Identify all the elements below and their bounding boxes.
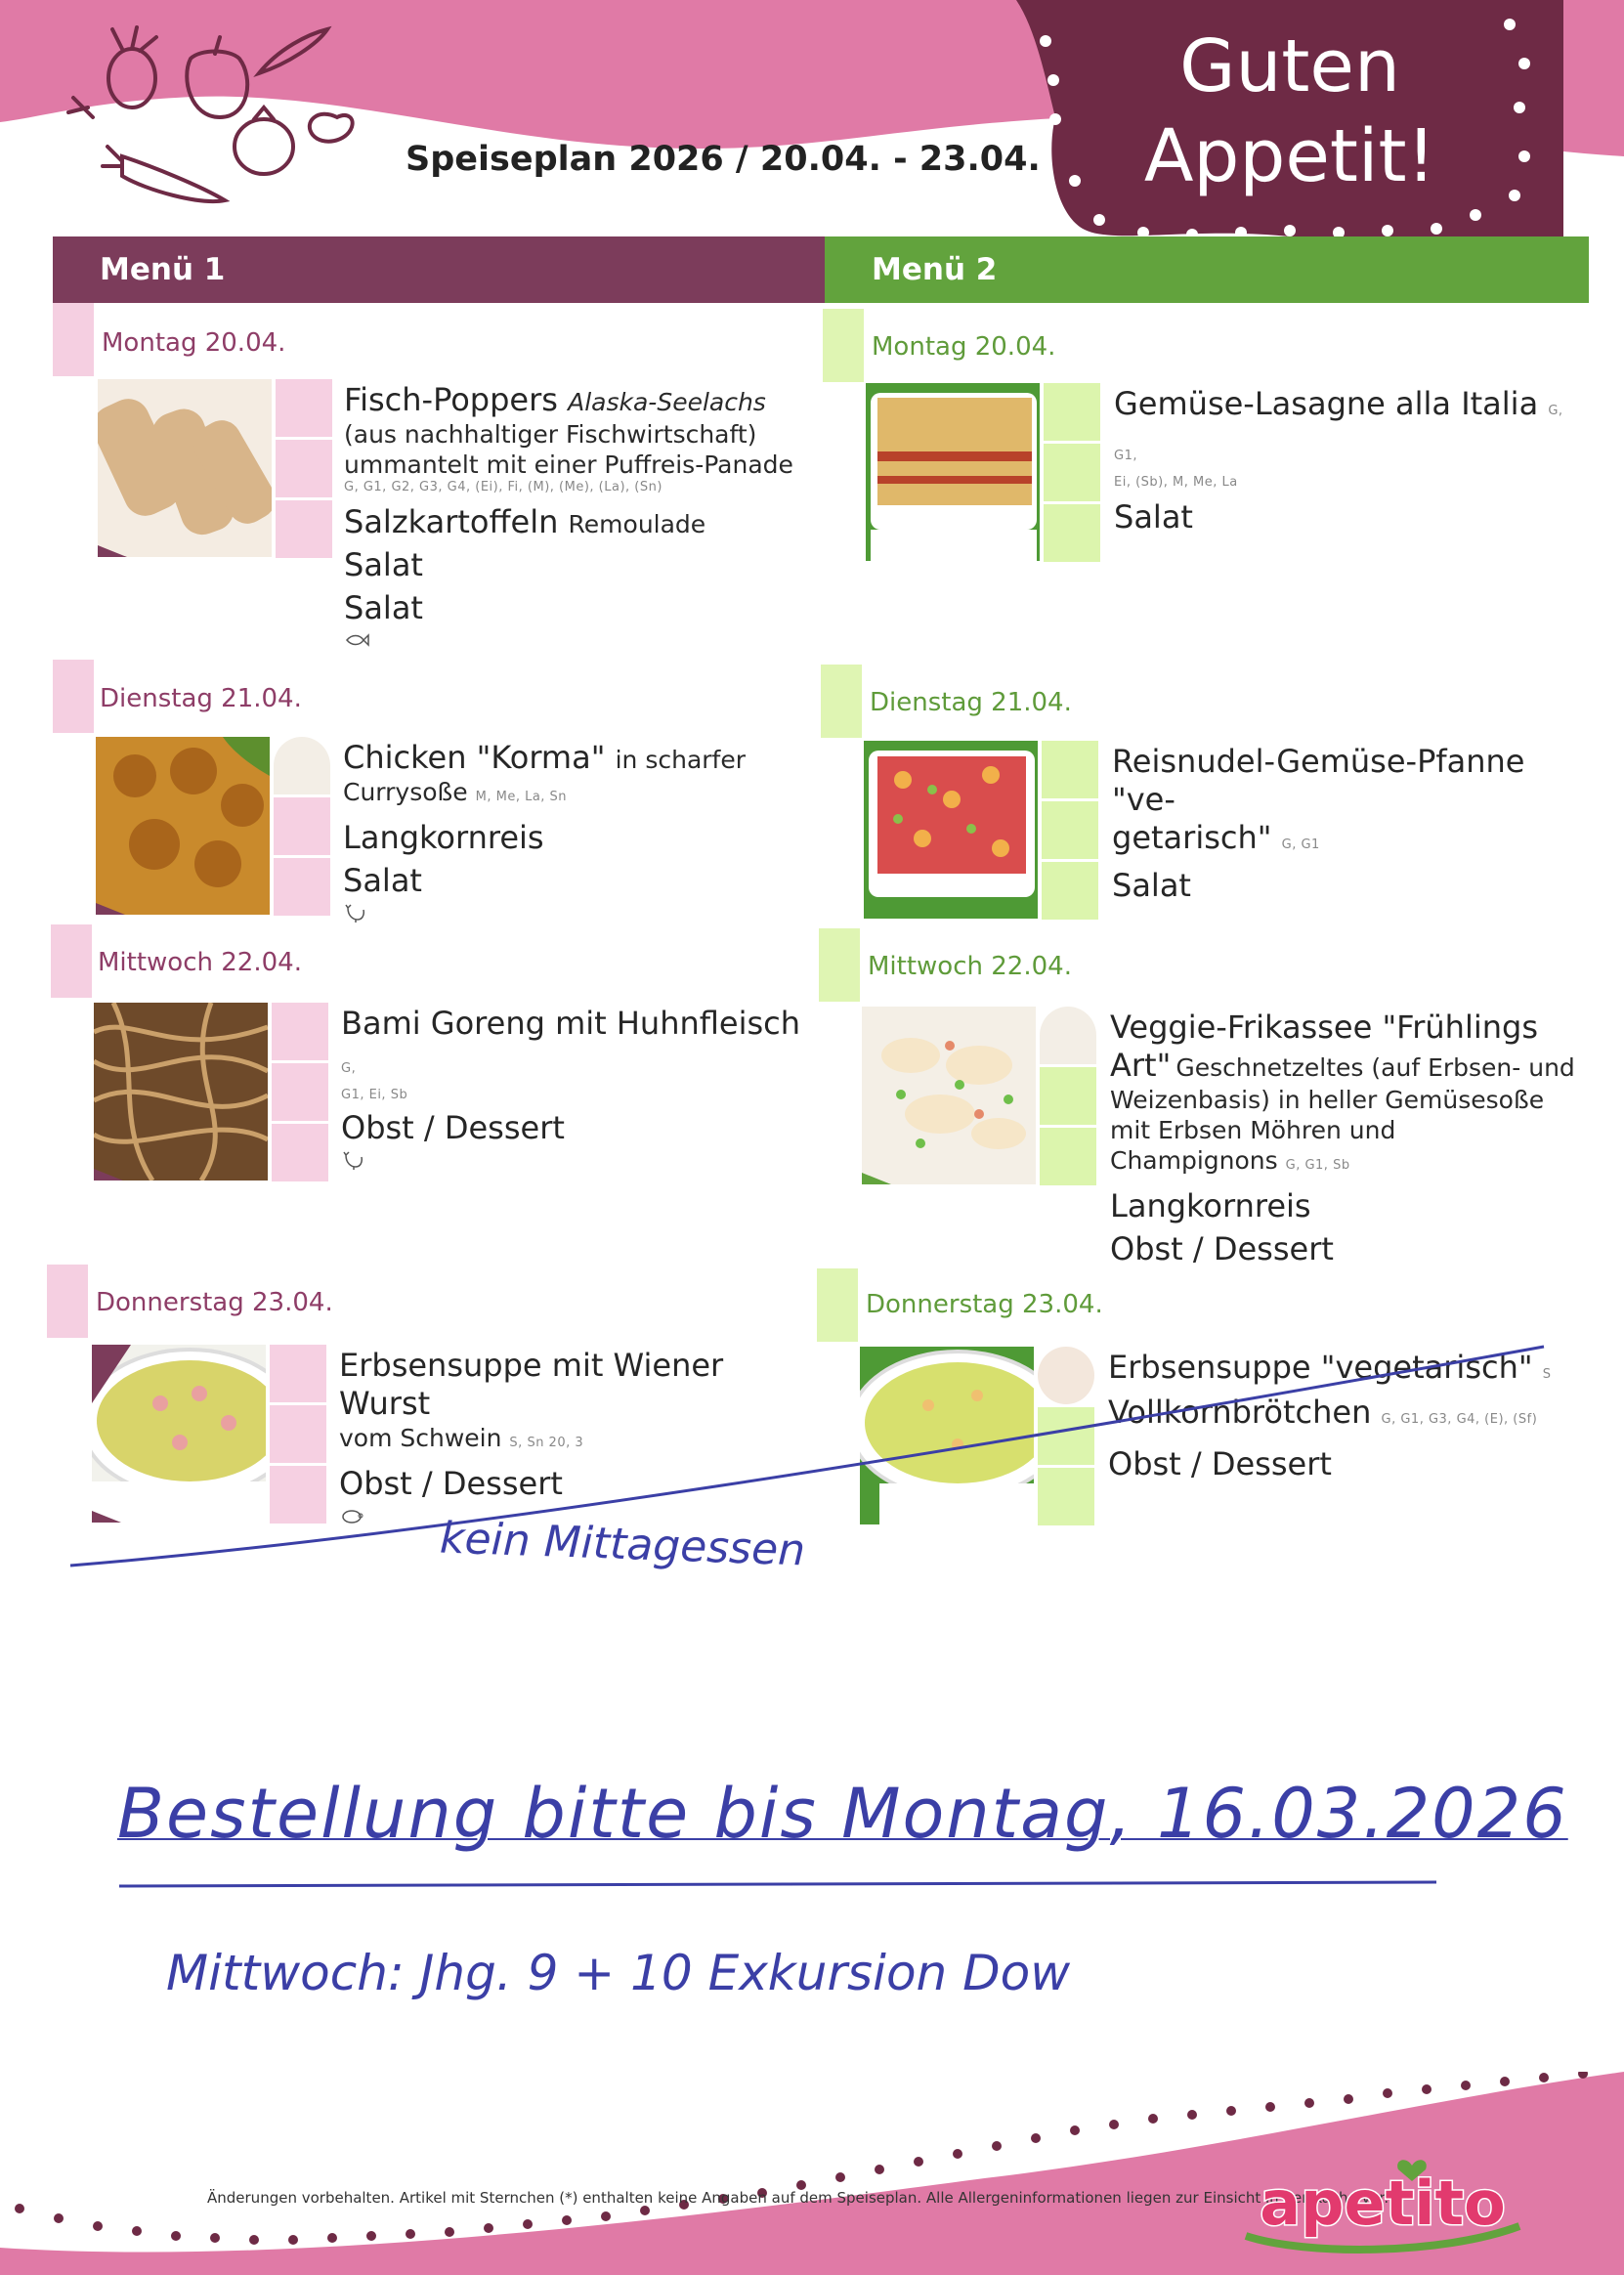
day-label: Dienstag 21.04.	[870, 688, 1072, 717]
extra-item: Salat	[1114, 498, 1193, 536]
dish-name: Reisnudel-Gemüse-Pfanne "ve-	[1112, 743, 1525, 818]
extra-item: Obst / Dessert	[1108, 1445, 1332, 1482]
dish-description: (aus nachhaltiger Fischwirtschaft)	[344, 420, 757, 449]
double-underline	[117, 1876, 1446, 1896]
fish-icon	[344, 629, 369, 651]
dish-name: Gemüse-Lasagne alla Italia	[1114, 385, 1539, 422]
side-name: Vollkornbrötchen	[1108, 1394, 1372, 1431]
side-sauce: Remoulade	[568, 510, 706, 538]
decor-strip	[272, 1003, 328, 1184]
page-title: Speiseplan 2026 / 20.04. - 23.04.	[406, 140, 1041, 179]
extra-item: Obst / Dessert	[341, 1109, 565, 1146]
dish-subtitle: in scharfer	[615, 746, 747, 774]
dish-name: Veggie-Frikassee "Frühlings	[1110, 1009, 1538, 1046]
extra-item: Obst / Dessert	[339, 1465, 563, 1502]
order-deadline-note: Bestellung bitte bis Montag, 16.03.2026	[117, 1774, 1568, 1854]
dish-name-continued: Art"	[1110, 1047, 1172, 1084]
dish-subtitle: Alaska-Seelachs	[568, 388, 766, 416]
logo-text: apetito	[1260, 2168, 1506, 2239]
menu2-header: Menü 2	[825, 236, 1589, 303]
menu1-wednesday-dish	[341, 1005, 810, 1175]
allergens: G, G1	[1281, 837, 1320, 852]
menu2-tuesday-dish	[1112, 743, 1581, 907]
day-marker	[817, 1268, 858, 1342]
day-marker	[821, 665, 862, 738]
extra-item: Salat	[343, 862, 422, 899]
chicken-icon	[341, 1149, 366, 1171]
dish-name: Chicken "Korma"	[343, 739, 606, 776]
allergens: S	[1542, 1367, 1552, 1382]
decor-strip	[1040, 1007, 1096, 1188]
badge-line-1: Guten	[1179, 24, 1400, 108]
menu2-wednesday-dish	[1110, 1009, 1589, 1270]
allergens: G, G1, G2, G3, G4, (Ei), Fi, (M), (Me), (La), (Sn)	[344, 480, 662, 494]
dish-description: Weizenbasis) in heller Gemüsesoße	[1110, 1086, 1545, 1114]
dish-name: Fisch-Poppers	[344, 381, 558, 418]
dish-description: Champignons	[1110, 1146, 1278, 1175]
day-label: Montag 20.04.	[102, 328, 286, 358]
dish-name-continued: getarisch"	[1112, 819, 1272, 856]
menu2-monday-dish	[1114, 385, 1583, 538]
allergens: Ei, (Sb), M, Me, La	[1114, 475, 1238, 490]
wednesday-note: Mittwoch: Jhg. 9 + 10 Exkursion Dow	[166, 1945, 1071, 2001]
dish-photo	[98, 379, 272, 557]
dish-photo	[862, 1007, 1036, 1184]
extra-item: Salat	[344, 546, 423, 583]
allergens: G, G1, Sb	[1285, 1158, 1350, 1173]
badge-line-2: Appetit!	[1143, 114, 1436, 198]
extra-item: Langkornreis	[1110, 1187, 1311, 1224]
cancel-note: kein Mittagessen	[439, 1513, 806, 1576]
day-label: Donnerstag 23.04.	[96, 1288, 333, 1317]
strike-through-line	[59, 1339, 1573, 1593]
day-marker	[47, 1265, 88, 1338]
day-marker	[51, 924, 92, 998]
dish-name: Erbsensuppe mit Wiener Wurst	[339, 1347, 724, 1422]
apetito-logo	[1226, 2148, 1539, 2255]
decor-strip	[274, 737, 330, 919]
badge-text	[1094, 21, 1485, 201]
dish-name: Erbsensuppe "vegetarisch"	[1108, 1349, 1533, 1386]
menu1-monday-dish	[344, 381, 813, 655]
day-label: Mittwoch 22.04.	[868, 952, 1072, 981]
allergens: S, Sn 20, 3	[509, 1436, 584, 1450]
dish-description: ummantelt mit einer Puffreis-Panade	[344, 451, 793, 479]
allergens: G, G1,	[1114, 404, 1563, 463]
extra-item: Salat	[1112, 867, 1191, 904]
decor-strip	[1042, 741, 1098, 923]
dish-photo	[864, 741, 1038, 919]
dish-name: Bami Goreng mit Huhnfleisch	[341, 1005, 801, 1042]
day-label: Mittwoch 22.04.	[98, 948, 302, 977]
allergens: G, G1, G3, G4, (E), (Sf)	[1381, 1412, 1538, 1427]
menu1-header: Menü 1	[53, 236, 825, 303]
allergens: G,	[341, 1061, 357, 1076]
chicken-icon	[343, 902, 368, 923]
vegetables-illustration-icon	[54, 20, 376, 215]
dish-description: mit Erbsen Möhren und	[1110, 1116, 1396, 1144]
decor-strip	[1044, 383, 1100, 565]
menu1-tuesday-dish	[343, 739, 812, 927]
footer-disclaimer: Änderungen vorbehalten. Artikel mit Sternchen (*) enthalten keine Angaben auf dem Speiseplan. Alle Allergeninformationen liegen zur Einsicht in der Küche vor.	[207, 2189, 1389, 2207]
dish-description: Geschnetzeltes (auf Erbsen- und	[1175, 1053, 1575, 1082]
extra-item: Salat	[344, 589, 423, 626]
decor-strip	[276, 379, 332, 561]
allergens: G1, Ei, Sb	[341, 1088, 408, 1102]
day-marker	[823, 309, 864, 382]
side-name: Salzkartoffeln	[344, 503, 559, 540]
extra-item: Obst / Dessert	[1110, 1230, 1334, 1267]
day-marker	[53, 660, 94, 733]
dish-description: vom Schwein	[339, 1424, 502, 1452]
extra-item: Langkornreis	[343, 819, 544, 856]
day-marker	[53, 303, 94, 376]
dish-photo	[96, 737, 270, 915]
day-label: Dienstag 21.04.	[100, 684, 302, 713]
dish-photo	[866, 383, 1040, 561]
day-label: Donnerstag 23.04.	[866, 1290, 1103, 1319]
day-label: Montag 20.04.	[872, 332, 1056, 362]
allergens: M, Me, La, Sn	[475, 790, 568, 804]
day-marker	[819, 928, 860, 1002]
dish-description: Currysoße	[343, 778, 468, 806]
dish-photo	[94, 1003, 268, 1180]
